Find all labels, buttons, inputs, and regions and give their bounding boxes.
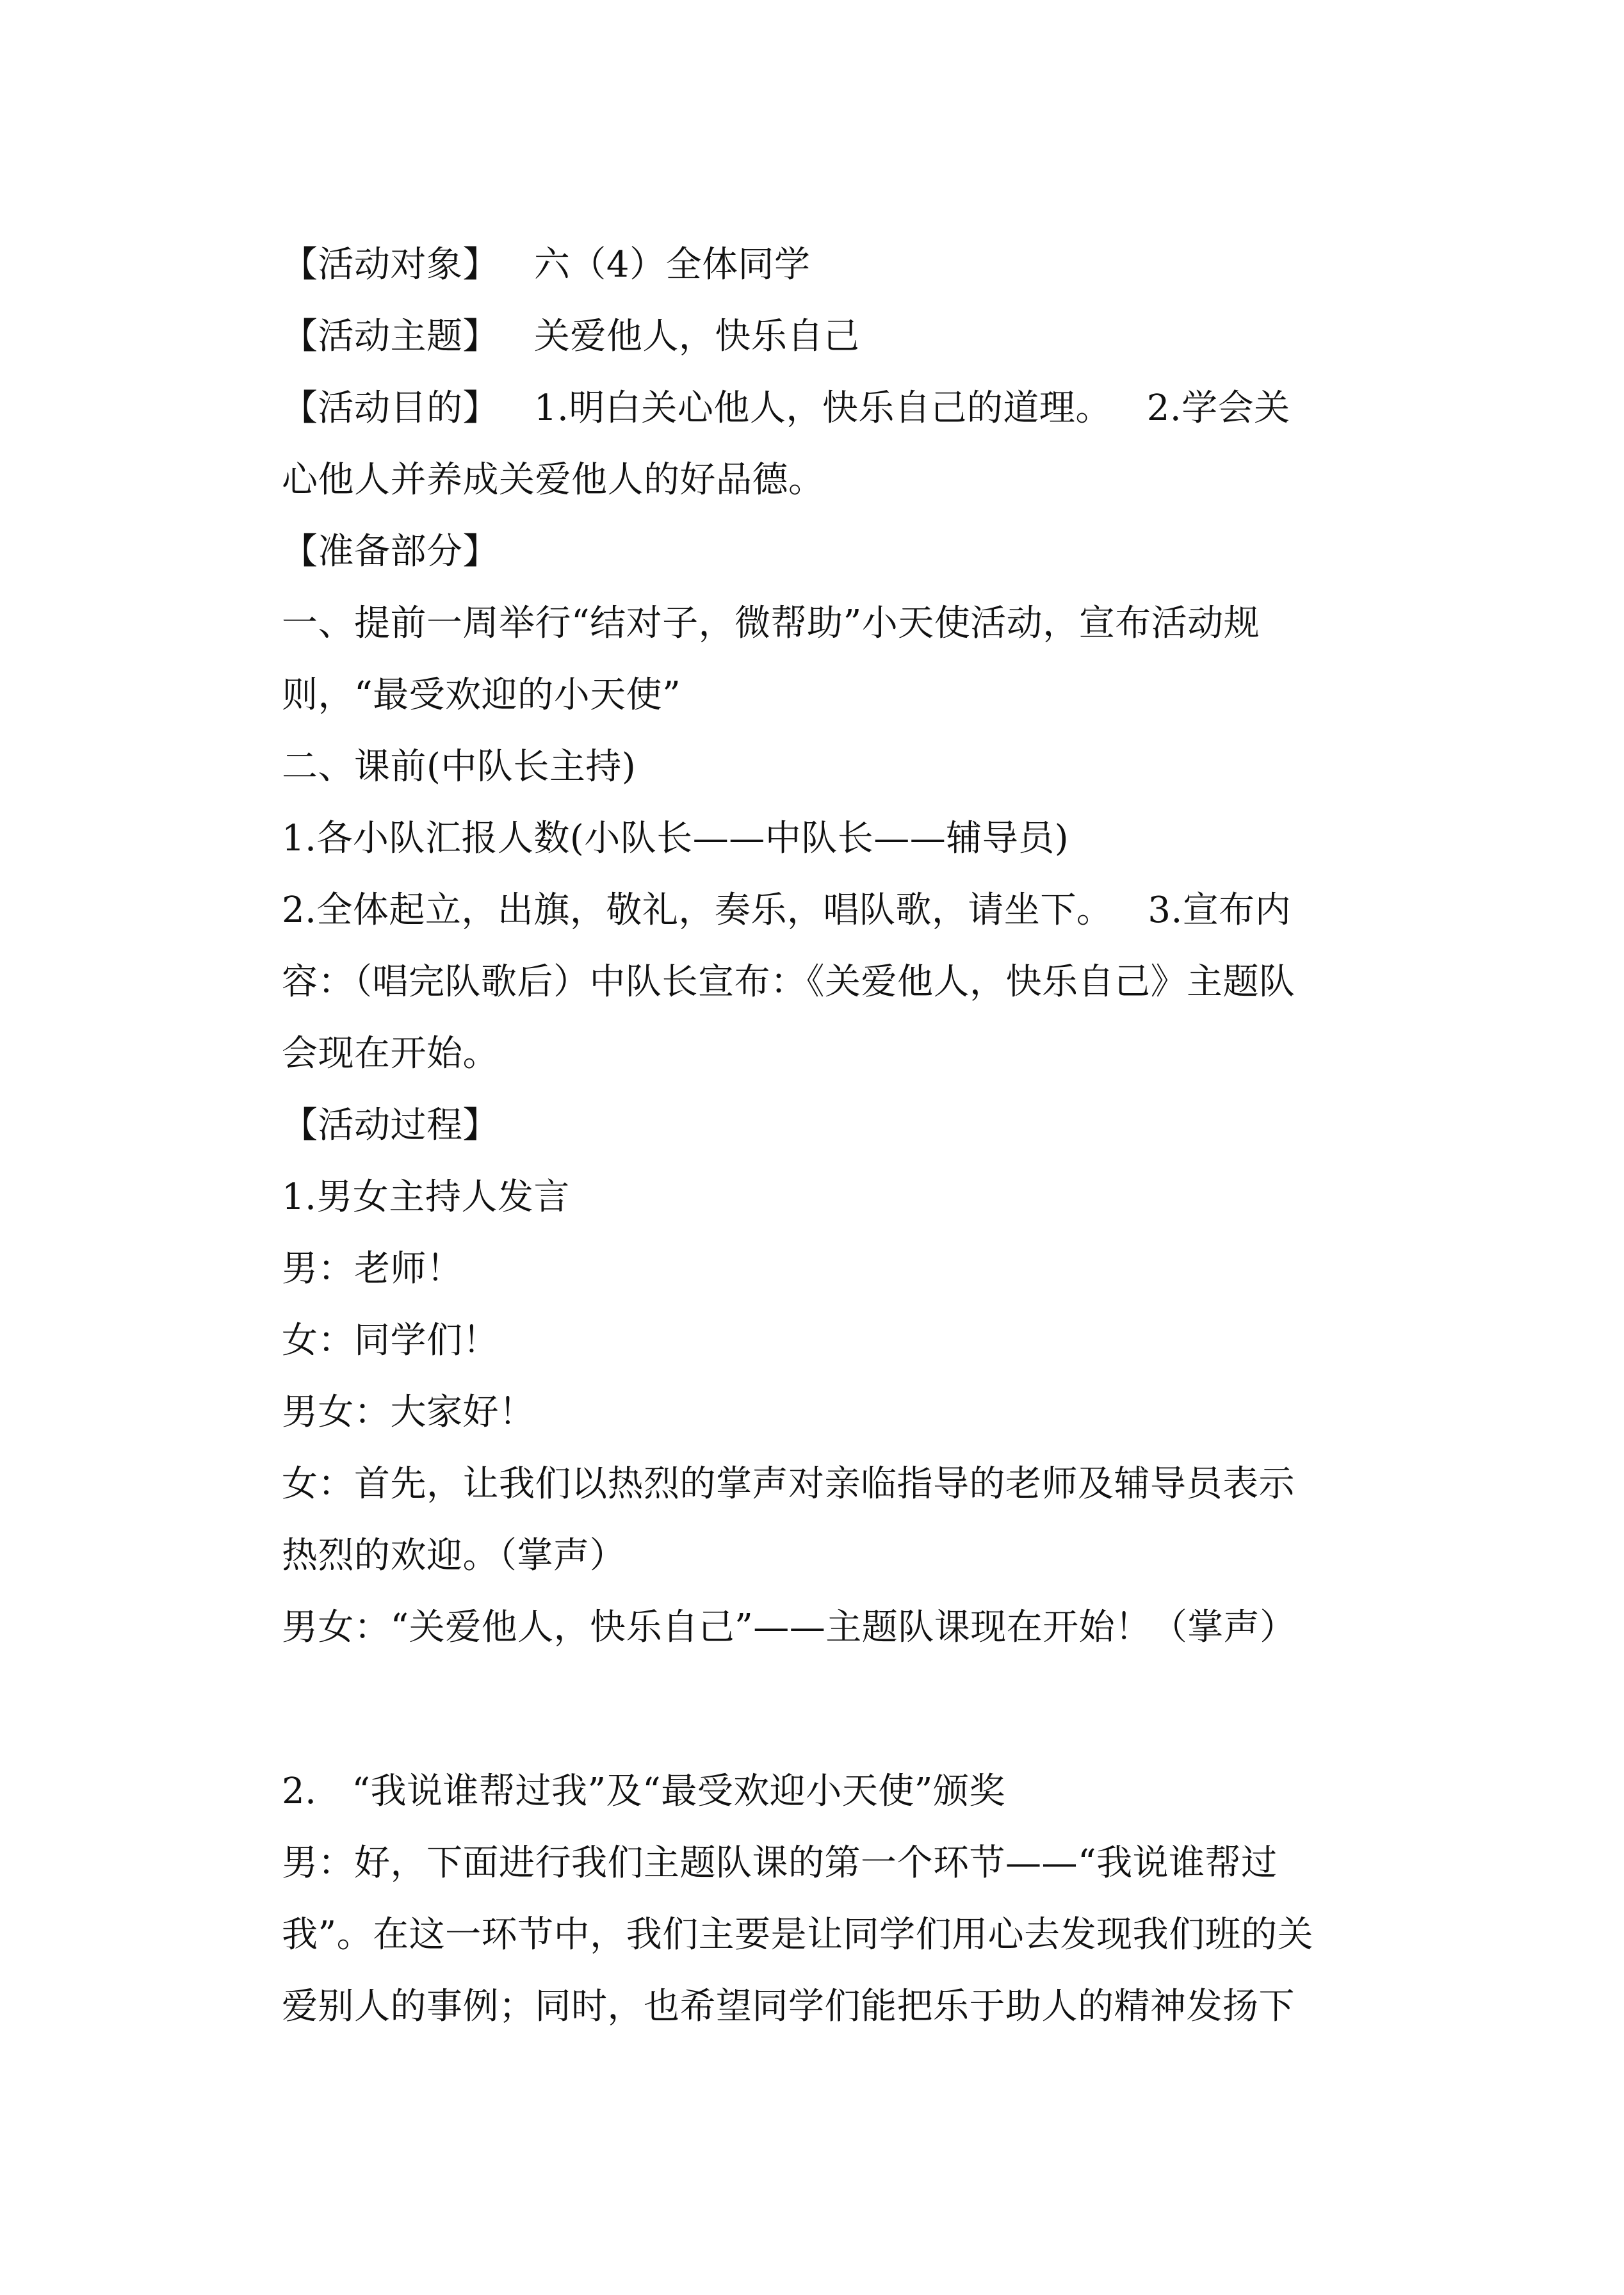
text-line: 热烈的欢迎。（掌声） xyxy=(282,1535,626,1577)
text-line: 男女：“关爱他人，快乐自己”——主题队课现在开始！（掌声） xyxy=(282,1607,1296,1648)
text-line: 心他人并养成关爱他人的好品德。 xyxy=(282,459,825,501)
text-line: 【活动对象】 六（4）全体同学 xyxy=(282,244,811,286)
text-line: 1.男女主持人发言 xyxy=(282,1176,570,1218)
text-line: 男：老师！ xyxy=(282,1248,463,1290)
text-line: 【活动主题】 关爱他人，快乐自己 xyxy=(282,316,860,357)
text-line: 男：好，下面进行我们主题队课的第一个环节——“我说谁帮过 xyxy=(282,1842,1278,1884)
text-line: 2.全体起立，出旗，敬礼，奏乐，唱队歌，请坐下。 3.宣布内 xyxy=(282,889,1292,931)
text-line: 则，“最受欢迎的小天使” xyxy=(282,674,681,716)
text-line: 【准备部分】 xyxy=(282,531,499,572)
text-line: 我”。在这一环节中，我们主要是让同学们用心去发现我们班的关 xyxy=(282,1914,1314,1956)
text-line: 会现在开始。 xyxy=(282,1033,499,1075)
text-line: 2. “我说谁帮过我”及“最受欢迎小天使”颁奖 xyxy=(282,1771,1005,1812)
text-line: 【活动过程】 xyxy=(282,1105,499,1146)
text-line: 男女：大家好！ xyxy=(282,1391,535,1433)
text-line: 二、课前(中队长主持) xyxy=(282,746,637,788)
text-line: 1.各小队汇报人数(小队长——中队长——辅导员) xyxy=(282,818,1069,859)
text-line: 爱别人的事例；同时，也希望同学们能把乐于助人的精神发扬下 xyxy=(282,1986,1295,2027)
text-line: 女：首先，让我们以热烈的掌声对亲临指导的老师及辅导员表示 xyxy=(282,1463,1295,1505)
text-line: 【活动目的】 1.明白关心他人，快乐自己的道理。 2.学会关 xyxy=(282,387,1290,429)
text-line: 女：同学们！ xyxy=(282,1320,499,1361)
text-line: 容：（唱完队歌后）中队长宣布：《关爱他人，快乐自己》主题队 xyxy=(282,961,1295,1003)
text-line: 一、提前一周举行“结对子，微帮助”小天使活动，宣布活动规 xyxy=(282,603,1260,644)
